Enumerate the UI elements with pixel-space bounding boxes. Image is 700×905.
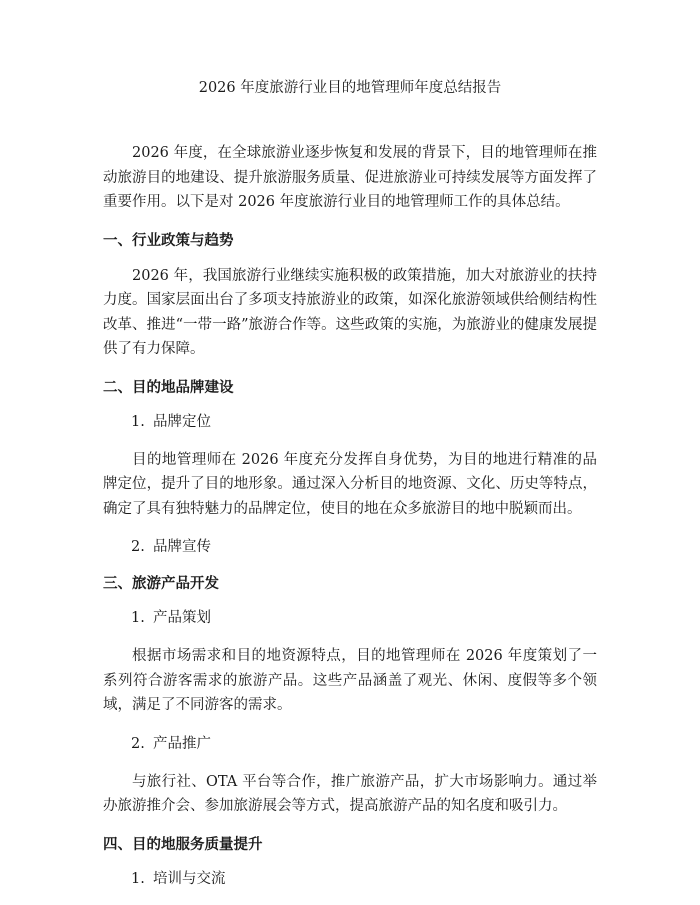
subheading-brand-positioning xyxy=(103,411,597,433)
section-heading-service: 四、目的地服务质量提升 xyxy=(103,836,263,853)
document-title: 2026 年度旅游行业目的地管理师年度总结报告 xyxy=(198,80,502,96)
item-number: 1. xyxy=(131,413,145,430)
intro-paragraph: 2026 年度，在全球旅游业逐步恢复和发展的背景下，目的地管理师在推动旅游目的地建设、提升旅游服务质量、促进旅游业可持续发展等方面发挥了重要作用。以下是对 2026 年度旅游行业目的地管理师工作的具体总结。 xyxy=(103,145,597,210)
section-policy-paragraph: 2026 年，我国旅游行业继续实施积极的政策措施，加大对旅游业的扶持力度。国家层面出台了多项支持旅游业的政策，如深化旅游领域供给侧结构性改革、推进“一带一路”旅游合作等。这些政策的实施，为旅游业的健康发展提供了有力保障。 xyxy=(103,267,597,357)
subheading-product-planning xyxy=(103,607,597,629)
subheading-brand-promotion xyxy=(103,536,597,558)
item-label: 品牌定位 xyxy=(153,413,211,430)
item-label: 产品推广 xyxy=(153,735,211,752)
brand-positioning-paragraph: 目的地管理师在 2026 年度充分发挥自身优势，为目的地进行精准的品牌定位，提升了目的地形象。通过深入分析目的地资源、文化、历史等特点，确定了具有独特魅力的品牌定位，使目的地在众多旅游目的地中脱颖而出。 xyxy=(103,451,597,517)
product-planning-paragraph: 根据市场需求和目的地资源特点，目的地管理师在 2026 年度策划了一系列符合游客需求的旅游产品。这些产品涵盖了观光、休闲、度假等多个领域，满足了不同游客的需求。 xyxy=(103,648,597,713)
subheading-product-promotion xyxy=(103,733,597,755)
section-heading-brand: 二、目的地品牌建设 xyxy=(103,379,234,396)
item-number: 1. xyxy=(131,610,145,626)
item-label: 品牌宣传 xyxy=(153,539,211,555)
item-number: 1. xyxy=(131,870,145,887)
section-heading-product: 三、旅游产品开发 xyxy=(103,576,219,592)
item-number: 2. xyxy=(131,735,145,752)
item-number: 2. xyxy=(131,539,145,555)
subheading-training xyxy=(103,868,597,890)
product-promotion-paragraph: 与旅行社、OTA 平台等合作，推广旅游产品，扩大市场影响力。通过举办旅游推介会、参加旅游展会等方式，提高旅游产品的知名度和吸引力。 xyxy=(103,773,597,814)
item-label: 产品策划 xyxy=(153,610,211,626)
section-heading-policy: 一、行业政策与趋势 xyxy=(103,232,234,249)
item-label: 培训与交流 xyxy=(153,870,226,887)
